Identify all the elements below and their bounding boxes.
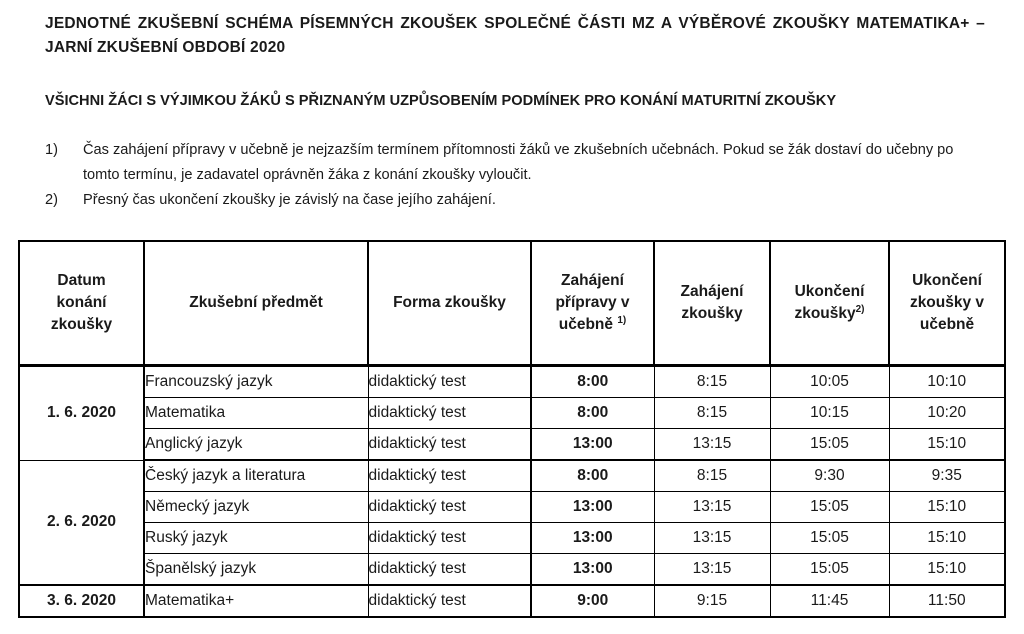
date-cell: 3. 6. 2020 — [19, 585, 144, 617]
table-row — [19, 554, 1005, 586]
note-text: Čas zahájení přípravy v učebně je nejzazším termínem přítomnosti žáků ve zkušebních učebnách. Pokud se žák dostaví do učebny po tomto termínu, je zadavatel oprávněn žáka z konání zkoušky vyloučit. — [83, 142, 954, 183]
table-row — [19, 460, 1005, 492]
end-cell: 15:05 — [770, 429, 889, 461]
note-number: 2) — [45, 192, 58, 208]
prep-cell: 8:00 — [531, 460, 654, 492]
end-room-cell: 11:50 — [889, 585, 1005, 617]
note-item — [45, 188, 985, 213]
header-end-room: Ukončení zkoušky v učebně — [889, 241, 1005, 365]
form-cell: didaktický test — [368, 398, 531, 429]
form-cell: didaktický test — [368, 585, 531, 617]
prep-cell: 9:00 — [531, 585, 654, 617]
prep-cell: 13:00 — [531, 429, 654, 461]
form-cell: didaktický test — [368, 460, 531, 492]
header-start: Zahájení zkoušky — [654, 241, 770, 365]
header-row — [19, 241, 1005, 365]
end-room-cell: 15:10 — [889, 523, 1005, 554]
end-cell: 15:05 — [770, 492, 889, 523]
header-form: Forma zkoušky — [368, 241, 531, 365]
form-cell: didaktický test — [368, 554, 531, 586]
subject-cell: Španělský jazyk — [144, 554, 368, 586]
note-number: 1) — [45, 142, 58, 158]
start-cell: 13:15 — [654, 523, 770, 554]
end-room-cell: 15:10 — [889, 429, 1005, 461]
table-row — [19, 398, 1005, 429]
start-cell: 8:15 — [654, 398, 770, 429]
note-text: Přesný čas ukončení zkoušky je závislý na čase jejího zahájení. — [83, 192, 496, 208]
table-row — [19, 492, 1005, 523]
start-cell: 9:15 — [654, 585, 770, 617]
end-cell: 11:45 — [770, 585, 889, 617]
notes-list — [45, 138, 985, 213]
page-title: JEDNOTNÉ ZKUŠEBNÍ SCHÉMA PÍSEMNÝCH ZKOUŠEK SPOLEČNÉ ČÁSTI MZ A VÝBĚROVÉ ZKOUŠKY MATEMATIKA+ – JARNÍ ZKUŠEBNÍ OBDOBÍ 2020 — [45, 15, 985, 56]
page-subtitle: VŠICHNI ŽÁCI S VÝJIMKOU ŽÁKŮ S PŘIZNANÝM UZPŮSOBENÍM PODMÍNEK PRO KONÁNÍ MATURITNÍ ZKOUŠKY — [45, 93, 837, 109]
table-row — [19, 429, 1005, 461]
prep-cell: 8:00 — [531, 398, 654, 429]
subject-cell: Francouzský jazyk — [144, 366, 368, 398]
end-cell: 10:15 — [770, 398, 889, 429]
end-room-cell: 10:20 — [889, 398, 1005, 429]
table-row — [19, 523, 1005, 554]
end-room-cell: 10:10 — [889, 366, 1005, 398]
prep-cell: 13:00 — [531, 492, 654, 523]
subject-cell: Anglický jazyk — [144, 429, 368, 461]
end-room-cell: 15:10 — [889, 492, 1005, 523]
exam-schedule-table — [18, 240, 1006, 618]
form-cell: didaktický test — [368, 523, 531, 554]
start-cell: 13:15 — [654, 429, 770, 461]
form-cell: didaktický test — [368, 429, 531, 461]
table-row — [19, 585, 1005, 617]
note-item — [45, 138, 985, 188]
start-cell: 13:15 — [654, 492, 770, 523]
subject-cell: Matematika — [144, 398, 368, 429]
end-cell: 15:05 — [770, 523, 889, 554]
header-prep: Zahájení přípravy v učebně $^{1)}$ — [531, 241, 654, 365]
end-room-cell: 9:35 — [889, 460, 1005, 492]
end-cell: 10:05 — [770, 366, 889, 398]
header-date: Datum konání zkoušky — [19, 241, 144, 365]
header-end: Ukončení zkoušky$^{2)}$ — [770, 241, 889, 365]
end-cell: 15:05 — [770, 554, 889, 586]
header-subject: Zkušební předmět — [144, 241, 368, 365]
end-cell: 9:30 — [770, 460, 889, 492]
subject-cell: Německý jazyk — [144, 492, 368, 523]
date-cell: 2. 6. 2020 — [19, 460, 144, 585]
start-cell: 13:15 — [654, 554, 770, 586]
start-cell: 8:15 — [654, 460, 770, 492]
subject-cell: Ruský jazyk — [144, 523, 368, 554]
table-row — [19, 366, 1005, 398]
end-room-cell: 15:10 — [889, 554, 1005, 586]
subject-cell: Matematika+ — [144, 585, 368, 617]
prep-cell: 13:00 — [531, 554, 654, 586]
prep-cell: 13:00 — [531, 523, 654, 554]
form-cell: didaktický test — [368, 366, 531, 398]
prep-cell: 8:00 — [531, 366, 654, 398]
form-cell: didaktický test — [368, 492, 531, 523]
date-cell: 1. 6. 2020 — [19, 366, 144, 460]
start-cell: 8:15 — [654, 366, 770, 398]
subject-cell: Český jazyk a literatura — [144, 460, 368, 492]
